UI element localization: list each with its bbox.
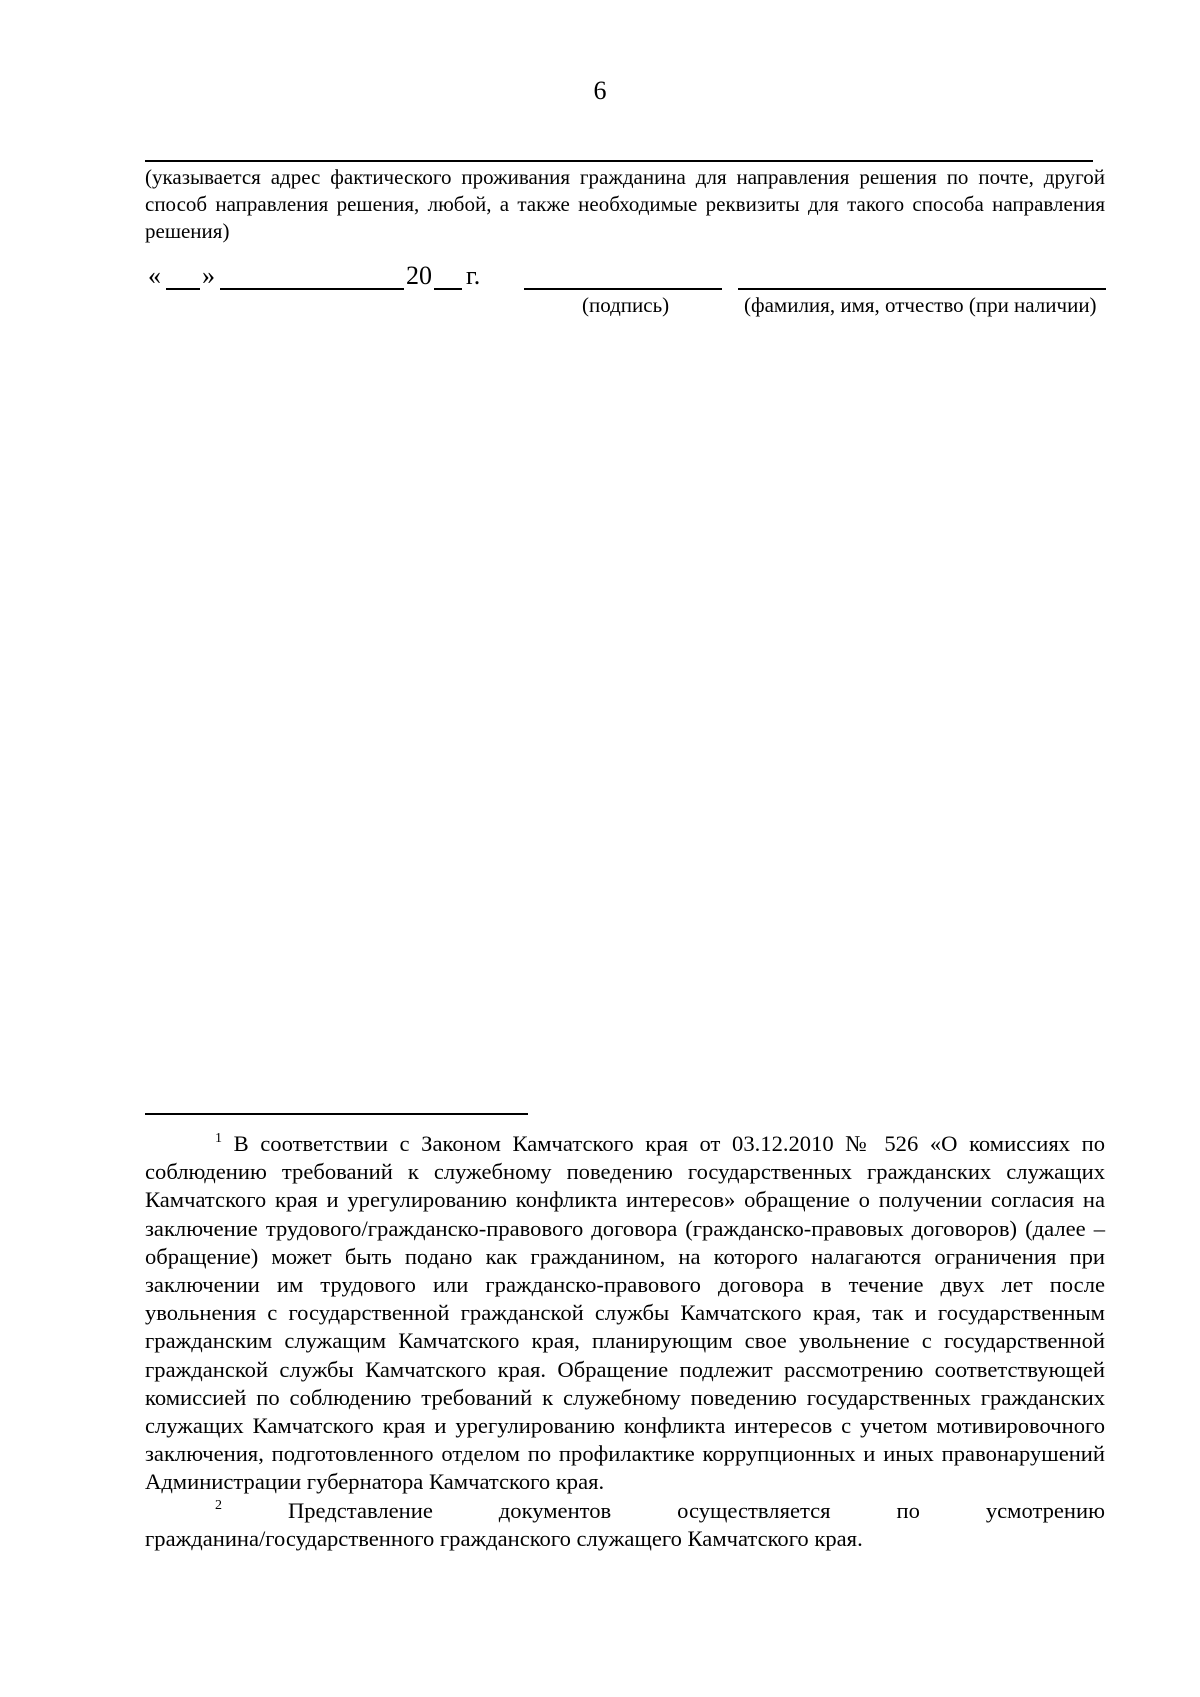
signature-blank-line — [524, 288, 722, 290]
signature-caption: (подпись) — [582, 293, 670, 317]
date-open-quote: « — [148, 261, 161, 290]
date-close-quote: » — [202, 261, 215, 290]
footnote-2-text: Представление документов осуществляется по усмотрению — [222, 1497, 1105, 1523]
address-note: (указывается адрес фактического проживания гражданина для направления решения по почте, другой способ направления решения, любой, а также необходимые реквизиты для такого способа направления решения) — [145, 165, 1105, 243]
footnote-2-mark: 2 — [215, 1497, 222, 1513]
footnote-2-continuation: гражданина/государственного гражданского служащего Камчатского края. — [145, 1525, 863, 1551]
year-prefix: 20 — [406, 261, 432, 290]
year-suffix: г. — [466, 261, 481, 290]
footnote-separator — [145, 1113, 528, 1115]
month-blank-line — [220, 288, 404, 290]
footnotes — [145, 1130, 1105, 1553]
page-number: 6 — [593, 76, 607, 105]
footnote-1-mark: 1 — [215, 1131, 222, 1146]
footnote-1 — [145, 1130, 1105, 1497]
footnote-1-text: В соответствии с Законом Камчатского края от 03.12.2010 № 526 «О комиссиях по соблюдению требований к служебному поведению государственных гражданских служащих Камчатского края и урегулированию конфликта интересов» обращение о получении согласия на заключение трудового/гражданско-правового договора (гражданско-правовых договоров) (далее – обращение) может быть подано как гражданином, на которого налагаются ограничения при заключении им трудового или гражданско-правового договора в течение двух лет после увольнения с государственной гражданской службы Камчатского края, так и государственным гражданским служащим Камчатского края, планирующим свое увольнение с государственной гражданской службы Камчатского края. Обращение подлежит рассмотрению соответствующей комиссией по соблюдению требований к служебному поведению государственных гражданских служащих Камчатского края и урегулированию конфликта интересов с учетом мотивировочного заключения, подготовленного отделом по профилактике коррупционных и иных правонарушений Администрации губернатора Камчатского края. — [145, 1131, 1105, 1495]
day-blank-line — [166, 288, 200, 290]
date-row — [148, 260, 1108, 292]
full-name-caption: (фамилия, имя, отчество (при наличии) — [744, 293, 1097, 317]
full-name-blank-line — [738, 288, 1106, 290]
footnote-2 — [145, 1497, 1105, 1525]
year-blank-line — [434, 288, 462, 290]
address-blank-line — [145, 160, 1093, 162]
